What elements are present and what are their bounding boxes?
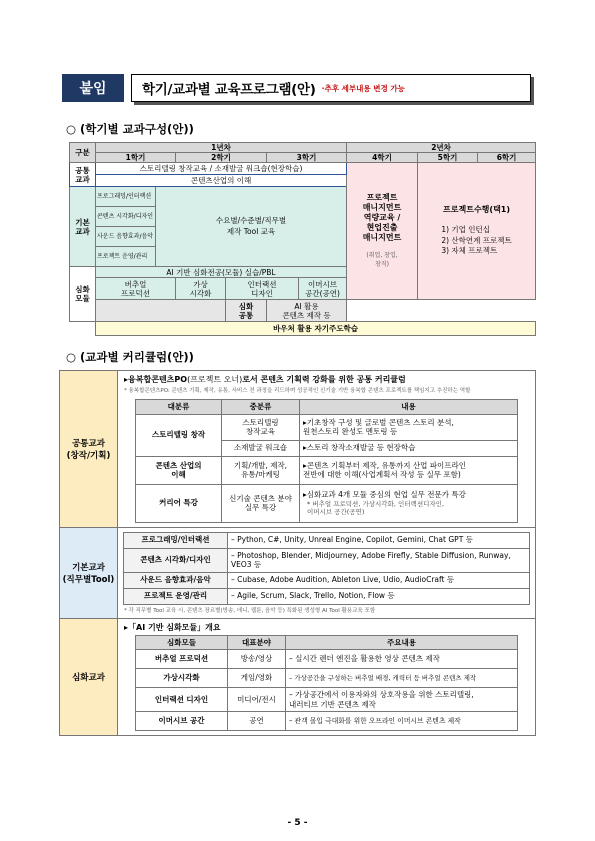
minor-cell: 스토리텔링 창작교육 [222, 414, 300, 440]
attachment-badge: 붙임 [62, 74, 124, 102]
deep-item: 인터랙션 디자인 [226, 278, 299, 300]
field-cell: 공연 [228, 712, 286, 731]
tool-category: 프로그래밍/인터랙션 [124, 532, 228, 548]
field-cell: 방송/영상 [228, 650, 286, 669]
basic-curriculum-content [118, 527, 536, 618]
section-heading-curriculum: ○ (교과별 커리큘럼(안)) [66, 350, 194, 364]
minor-cell: 신기술 콘텐츠 분야 실무 특강 [222, 484, 300, 522]
common-subtable [135, 399, 518, 522]
content-cell: ▸콘텐츠 기획부터 제작, 유통까지 산업 파이프라인 전반에 대한 이해(사업계획서 작성 등 실무 포함) [300, 456, 518, 484]
pj-title: 프로젝트수행(택1) [443, 205, 511, 215]
pm-subtitle: (취업, 창업, 창직) [366, 252, 398, 268]
module-content-cell: – 가상공간을 구성하는 버추얼 배경, 캐릭터 등 버추얼 콘텐츠 제작 [286, 669, 518, 688]
minor-cell: 기획/개발, 제작, 유통/마케팅 [222, 456, 300, 484]
document-title-box [131, 74, 531, 102]
tool-category: 프로젝트 운영/관리 [124, 588, 228, 604]
col-header-module: 심화모들 [136, 635, 228, 649]
deep-curriculum-content [118, 618, 536, 735]
tool-list: – Cubase, Adobe Audition, Ableton Live, Udio, AudioCraft 등 [228, 572, 530, 588]
deep-curriculum-label: 심화교과 [60, 618, 118, 735]
deep-pbl-cell: AI 기반 심화전공(모듈) 실습/PBL [96, 267, 347, 278]
basic-item: 콘텐츠 시각화/디자인 [96, 207, 156, 227]
title-po: ▸융복합콘텐츠PO [124, 375, 188, 384]
deep-item: 버추얼 프로덕션 [96, 278, 176, 300]
basic-subject-label: 기본 교과 [70, 187, 96, 267]
basic-item: 프로젝트 운영/관리 [96, 247, 156, 267]
header-semester-2: 2학기 [176, 153, 267, 163]
deep-subtable [135, 635, 518, 731]
common-subject-label: 공통 교과 [70, 163, 96, 187]
tool-list: – Python, C#, Unity, Unreal Engine, Copilot, Gemini, Chat GPT 등 [228, 532, 530, 548]
field-cell: 미디어/전시 [228, 688, 286, 712]
basic-tool-desc: 수요별/수준별/직무별 제작 Tool 교육 [156, 187, 347, 267]
title-po-paren: (프로젝트 오너) [187, 375, 243, 384]
header-semester-3: 3학기 [267, 153, 347, 163]
content-cell: ▸스토리 창작소재발굴 등 현장학습 [300, 440, 518, 456]
module-content-cell: – 관객 몰입 극대화를 위한 오프라인 이머시브 콘텐츠 제작 [286, 712, 518, 731]
document-title: 학기/교과별 교육프로그램(안) [142, 82, 316, 98]
col-header-field: 대표분야 [228, 635, 286, 649]
deep-common-text: AI 활용 콘텐츠 제작 등 [267, 300, 347, 322]
header-year1: 1년차 [96, 143, 347, 153]
common-curriculum-label: 공통교과 (창작/기획) [60, 371, 118, 528]
header-gubun: 구분 [70, 143, 96, 163]
pj-item: 1) 기업 인턴십 [441, 225, 491, 235]
module-cell: 버추얼 프로덕션 [136, 650, 228, 669]
header-semester-6: 6학기 [478, 153, 536, 163]
module-content-cell: – 가상공간에서 이용자와의 상호작용을 위한 스토리텔링, 내러티브 기반 콘텐츠 제작 [286, 688, 518, 712]
col-header-content: 내용 [300, 400, 518, 414]
col-header-major: 대분류 [136, 400, 222, 414]
col-header-main: 주요내용 [286, 635, 518, 649]
header-semester-4: 4학기 [347, 153, 418, 163]
po-definition-note: * 융복합콘텐츠PO: 콘텐츠 기획, 제작, 유통, 서비스 전 과정을 리드하며 성공적인 신기술 기반 융복합 콘텐츠 프로젝트를 책임지고 추진하는 역할 [124, 388, 471, 394]
common-storytelling-cell: 스토리텔링 창작교육 / 소재발굴 워크숍(현장학습) [96, 163, 347, 175]
tool-category: 사운드 음향효과/음악 [124, 572, 228, 588]
common-industry-cell: 콘텐츠산업의 이해 [96, 175, 347, 187]
deep-item: 가상 시각화 [176, 278, 226, 300]
project-execution-cell [418, 163, 536, 300]
tool-category: 콘텐츠 시각화/디자인 [124, 548, 228, 572]
module-cell: 인터랙션 디자인 [136, 688, 228, 712]
deep-common-label: 심화 공통 [226, 300, 267, 322]
header-semester-5: 5학기 [418, 153, 478, 163]
basic-tool-note: * 각 직무별 Tool 교육 시, 콘텐츠 장르별(방송, 애니, 웹툰, 음악 등) 특화된 생성형 AI Tool 활용교육 포함 [124, 607, 376, 614]
page-number: - 5 - [287, 818, 308, 828]
content-note: * 버추얼 프로덕션, 가상시각화, 인터랙션디자인, 이머시브 공간(공연) [307, 499, 445, 516]
deep-module-label: 심화 모듈 [70, 267, 96, 322]
basic-item: 사운드 음향효과/음악 [96, 227, 156, 247]
section-heading-semester: ○ (학기별 교과구성(안)) [66, 122, 194, 136]
major-cell: 스토리텔링 창작 [136, 414, 222, 456]
header-semester-1: 1학기 [96, 153, 176, 163]
content-text: ▸심화교과 4개 모듈 중심의 현업 실무 전문가 특강 [303, 490, 466, 500]
module-cell: 가상시각화 [136, 669, 228, 688]
deep-item: 이머시브 공간(공연) [299, 278, 347, 300]
major-cell: 콘텐츠 산업의 이해 [136, 456, 222, 484]
change-note: ·추후 세부내용 변경 가능 [321, 83, 405, 93]
basic-subtable [123, 532, 530, 605]
voucher-spacer [70, 322, 96, 336]
project-management-cell [347, 163, 418, 300]
pm-title: 프로젝트 매니지먼트 역량교육 / 현업진출 매니지먼트 [362, 193, 402, 243]
header-year2: 2년차 [347, 143, 536, 153]
content-cell [300, 484, 518, 522]
module-content-cell: – 실시간 렌더 엔진을 활용한 영상 콘텐츠 제작 [286, 650, 518, 669]
tool-list: – Agile, Scrum, Slack, Trello, Notion, Flow 등 [228, 588, 530, 604]
col-header-minor: 중분류 [222, 400, 300, 414]
content-cell: ▸기초창작 구성 및 글로벌 콘텐츠 스토리 분석, 원천스토리 완성도 멘토링 등 [300, 414, 518, 440]
basic-curriculum-label: 기본교과 (직무별Tool) [60, 527, 118, 618]
title-po-rest: 로서 콘텐츠 기획력 강화를 위한 공통 커리큘럼 [242, 375, 406, 384]
voucher-row: 바우처 활용 자기주도학습 [96, 322, 536, 336]
module-cell: 이머시브 공간 [136, 712, 228, 731]
pj-item: 3) 자체 프로젝트 [441, 246, 498, 256]
minor-cell: 소재발굴 워크숍 [222, 440, 300, 456]
pj-item: 2) 산학연계 프로젝트 [441, 235, 512, 245]
curriculum-table [59, 370, 536, 736]
major-cell: 커리어 특강 [136, 484, 222, 522]
semester-composition-table [69, 142, 536, 336]
tool-list: – Photoshop, Blender, Midjourney, Adobe Firefly, Stable Diffusion, Runway, VEO3 등 [228, 548, 530, 572]
deep-curriculum-title: ▸「AI 기반 심화모듈」개요 [124, 622, 221, 632]
field-cell: 게임/영화 [228, 669, 286, 688]
common-curriculum-title [118, 371, 535, 387]
common-curriculum-content [118, 371, 536, 528]
deep-blank-cell [96, 300, 226, 322]
basic-item: 프로그래밍/인터랙션 [96, 187, 156, 207]
